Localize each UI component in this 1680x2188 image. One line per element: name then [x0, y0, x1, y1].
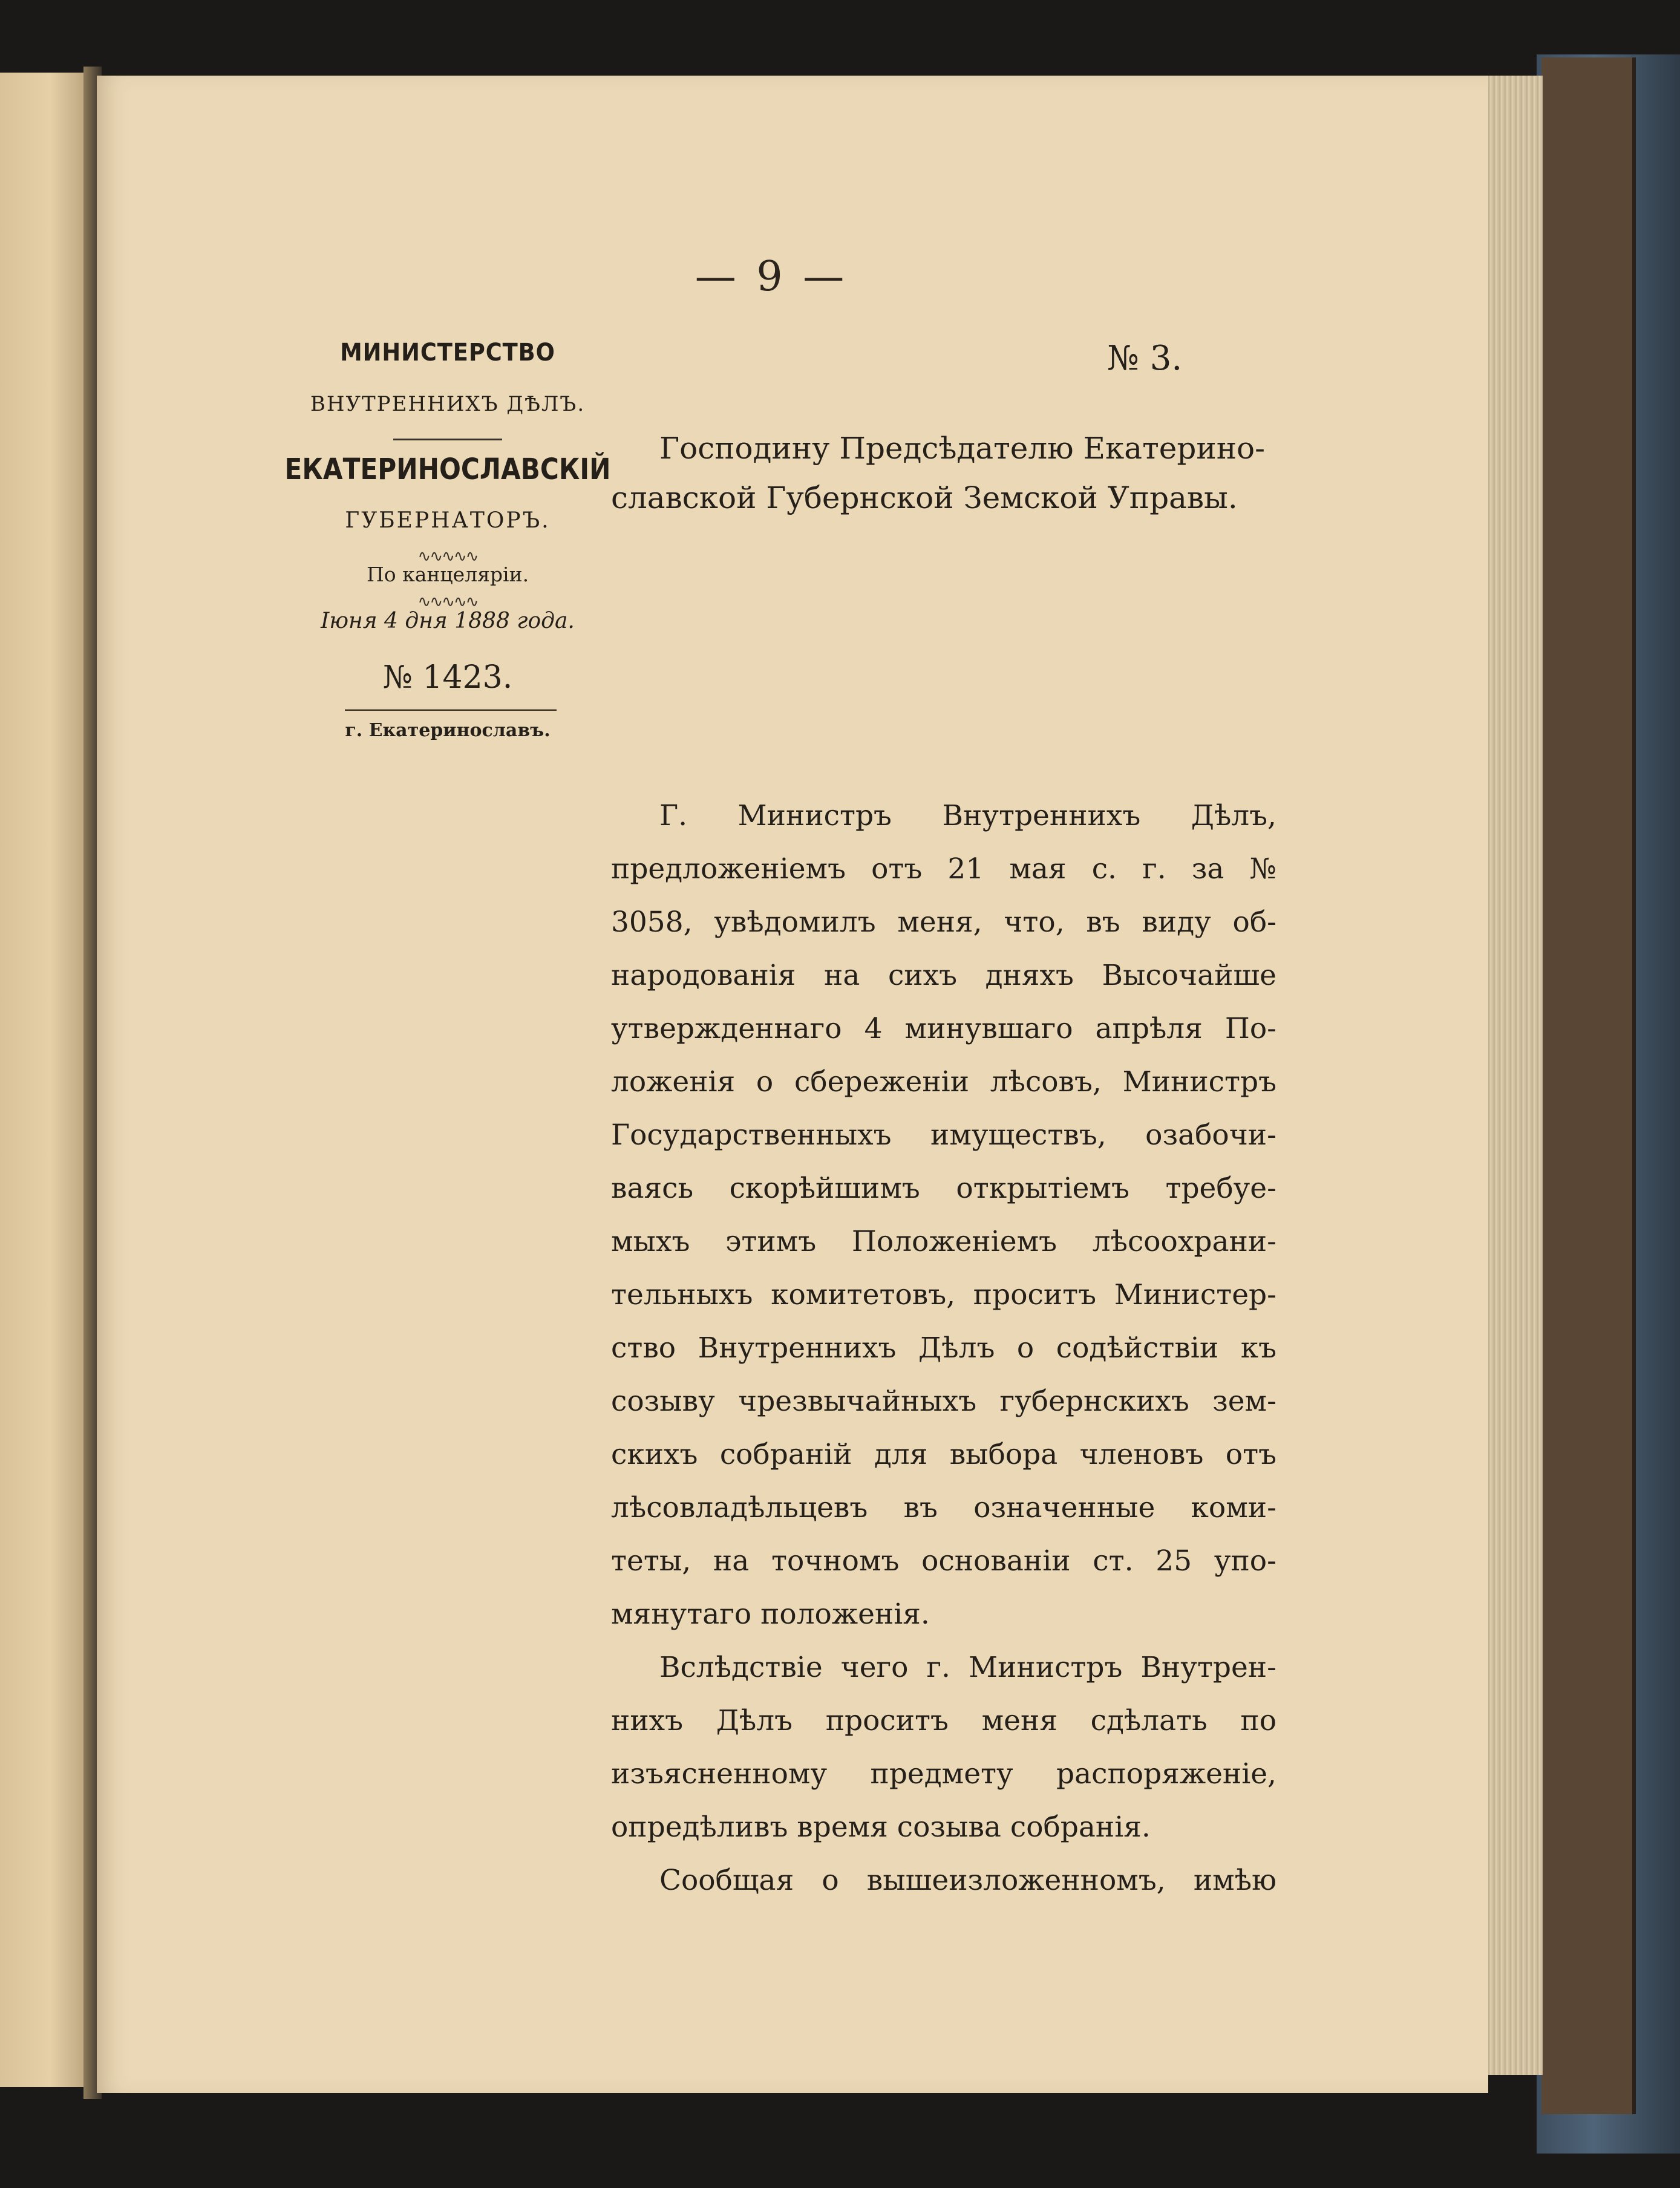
body-line: созыву чрезвычайныхъ губернскихъ зем- — [611, 1385, 1276, 1418]
body-line: тельныхъ комитетовъ, проситъ Министер- — [611, 1278, 1276, 1311]
addressee-line: Господину Предсѣдателю Екатерино- — [659, 431, 1266, 466]
document-number: № 3. — [1107, 339, 1183, 378]
letter-body — [611, 789, 1276, 1907]
body-line: нихъ Дѣлъ проситъ меня сдѣлать по — [611, 1704, 1276, 1737]
body-line: утвержденнаго 4 минувшаго апрѣля По- — [611, 1012, 1276, 1045]
body-line: теты, на точномъ основаніи ст. 25 упо- — [611, 1544, 1276, 1578]
ornament-squiggle: ∿∿∿∿∿ — [417, 593, 478, 611]
governor-title-line2: ГУБЕРНАТОРЪ. — [345, 508, 551, 533]
governor-title: ЕКАТЕРИНОСЛАВСКІЙ — [284, 452, 611, 486]
body-line: ваясь скорѣйшимъ открытіемъ требуе- — [611, 1172, 1276, 1205]
page-number: — 9 — — [695, 253, 848, 301]
body-line: ство Внутреннихъ Дѣлъ о содѣйствіи къ — [611, 1331, 1276, 1365]
body-line: народованія на сихъ дняхъ Высочайше — [611, 959, 1276, 992]
outgoing-number: № 1423. — [382, 659, 513, 696]
body-line: Г. Министръ Внутреннихъ Дѣлъ, — [659, 799, 1276, 832]
cover-board — [1541, 57, 1636, 2114]
body-line: скихъ собраній для выбора членовъ отъ — [611, 1438, 1276, 1471]
ministry-name-line2: ВНУТРЕННИХЪ ДѢЛЪ. — [310, 392, 586, 416]
body-line: Вслѣдствіе чего г. Министръ Внутрен- — [659, 1651, 1276, 1684]
body-line: лѣсовладѣльцевъ въ означенные коми- — [611, 1491, 1276, 1524]
previous-page-edge — [0, 73, 91, 2087]
city-name: г. Екатеринославъ. — [345, 720, 551, 741]
addressee — [611, 423, 1276, 523]
ornament-squiggle: ∿∿∿∿∿ — [417, 547, 478, 566]
body-line: ложенія о сбереженіи лѣсовъ, Министръ — [611, 1065, 1276, 1099]
body-line: 3058, увѣдомилъ меня, что, въ виду об- — [611, 906, 1276, 939]
body-line: мыхъ этимъ Положеніемъ лѣсоохрани- — [611, 1225, 1276, 1258]
addressee-line: славской Губернской Земской Управы. — [611, 480, 1238, 515]
document-date: Іюня 4 дня 1888 года. — [321, 609, 575, 633]
body-line: предложеніемъ отъ 21 мая с. г. за № — [611, 852, 1276, 886]
ministry-name: МИНИСТЕРСТВО — [340, 339, 555, 367]
body-line: изъясненному предмету распоряженіе, — [611, 1757, 1276, 1791]
body-line: Государственныхъ имуществъ, озабочи- — [611, 1118, 1276, 1152]
body-line: мянутаго положенія. — [611, 1598, 930, 1631]
divider-rule — [345, 709, 557, 711]
office-label: По канцеляріи. — [366, 563, 529, 586]
body-line: опредѣливъ время созыва собранія. — [611, 1811, 1151, 1844]
divider-rule — [393, 439, 502, 440]
body-line: Сообщая о вышеизложенномъ, имѣю — [659, 1864, 1276, 1897]
